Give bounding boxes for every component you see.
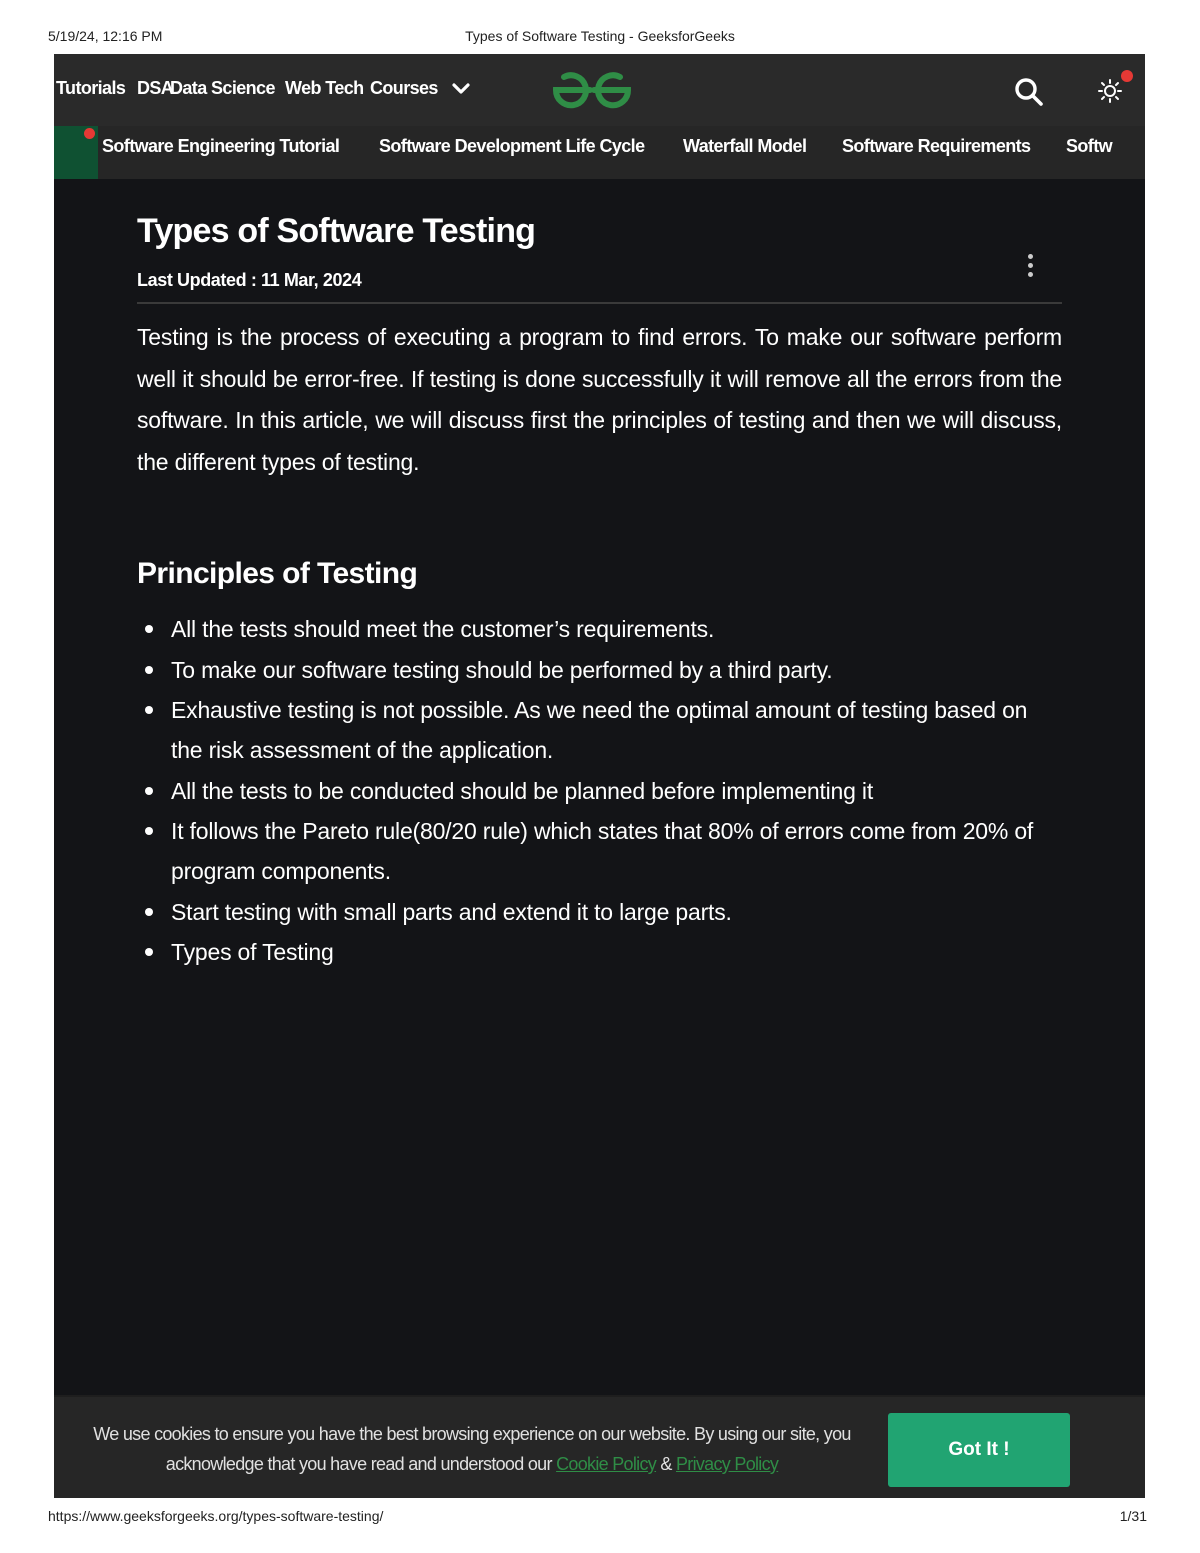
cookie-message: We use cookies to ensure you have the best browsing experience on our website. By using our site, you acknowledge that you have read and understood our (93, 1424, 851, 1474)
chevron-down-icon[interactable] (452, 82, 470, 96)
sub-navigation (54, 126, 1145, 179)
list-item: Exhaustive testing is not possible. As we need the optimal amount of testing based on the risk assessment of the application. (137, 690, 1062, 770)
sun-theme-icon[interactable] (1097, 78, 1123, 104)
browser-page (54, 54, 1145, 1498)
top-navigation (54, 54, 1145, 126)
print-doc-title: Types of Software Testing - GeeksforGeeks (465, 28, 735, 44)
principles-list (137, 609, 1062, 973)
cookie-amp: & (660, 1454, 672, 1474)
privacy-policy-link[interactable]: Privacy Policy (675, 1454, 779, 1474)
cookie-policy-link[interactable]: Cookie Policy (556, 1454, 657, 1474)
subnav-link-software-engineering-tutorial[interactable]: Software Engineering Tutorial (102, 136, 340, 156)
print-date: 5/19/24, 12:16 PM (48, 28, 163, 44)
print-footer (0, 1508, 1200, 1528)
list-item: It follows the Pareto rule(80/20 rule) which states that 80% of errors come from 20% of program components. (137, 811, 1062, 891)
more-options-icon[interactable] (1025, 254, 1035, 282)
got-it-button[interactable]: Got It ! (888, 1413, 1070, 1487)
subnav-link-truncated[interactable]: Softw (1066, 136, 1112, 156)
list-item: All the tests to be conducted should be planned before implementing it (137, 771, 1062, 811)
cookie-banner (54, 1395, 1145, 1498)
intro-paragraph: Testing is the process of executing a program to find errors. To make our software perform well it should be error-free. If testing is done successfully it will remove all the errors from the software. In this article, we will discuss first the principles of testing and then we will discuss, the different types of testing. (137, 324, 1062, 475)
subnav-link-sdlc[interactable]: Software Development Life Cycle (379, 136, 645, 156)
section-heading: Principles of Testing (137, 557, 418, 590)
nav-link-tutorials[interactable]: Tutorials (56, 78, 126, 98)
subnav-link-waterfall-model[interactable]: Waterfall Model (683, 136, 807, 156)
nav-link-dsa[interactable]: DSA (137, 78, 174, 98)
geeksforgeeks-logo-icon[interactable] (548, 68, 636, 112)
print-page-number: 1/31 (1119, 1508, 1147, 1524)
cookie-text (92, 1419, 852, 1479)
print-url: https://www.geeksforgeeks.org/types-software-testing/ (48, 1508, 384, 1524)
list-item: All the tests should meet the customer’s requirements. (137, 609, 1062, 649)
search-icon[interactable] (1014, 77, 1044, 107)
nav-link-web-tech[interactable]: Web Tech (285, 78, 364, 98)
list-item: To make our software testing should be performed by a third party. (137, 650, 1062, 690)
list-item: Start testing with small parts and extend it to large parts. (137, 892, 1062, 932)
nav-link-courses[interactable]: Courses (370, 78, 438, 98)
nav-link-data-science[interactable]: Data Science (170, 78, 275, 98)
page-title: Types of Software Testing (137, 212, 536, 250)
last-updated: Last Updated : 11 Mar, 2024 (137, 270, 362, 290)
divider (137, 302, 1062, 304)
subnav-link-software-requirements[interactable]: Software Requirements (842, 136, 1031, 156)
print-header (0, 28, 1200, 48)
list-item: Types of Testing (137, 932, 1062, 972)
subnav-notification-dot (84, 128, 95, 139)
notification-dot (1121, 70, 1133, 82)
